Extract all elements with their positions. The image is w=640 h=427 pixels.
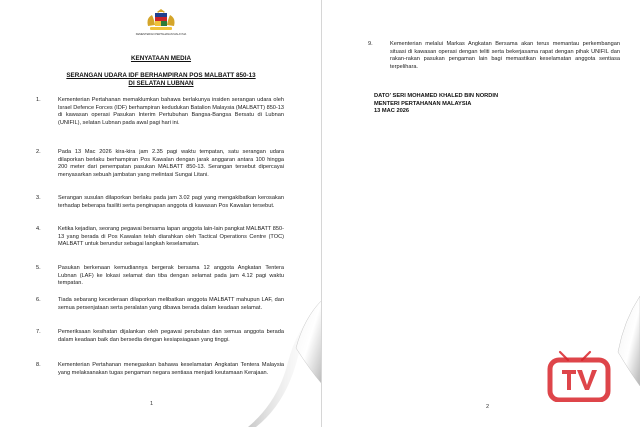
signature-block bbox=[374, 93, 594, 116]
page-number-2: 2 bbox=[486, 404, 490, 410]
paragraph-7: 7. Pemeriksaan kesihatan dijalankan oleh pegawai perubatan dan semua anggota berada dalam keadaan baik dan bersedia dengan kesiapsiagaan yang tinggi. bbox=[36, 329, 284, 343]
document-label: KENYATAAN MEDIA bbox=[130, 55, 192, 62]
coat-of-arms-icon bbox=[144, 8, 178, 32]
paragraph-3: 3. Serangan susulan dilaporkan berlaku pada jam 3.02 pagi yang mengakibatkan kerosakan terhadap beberapa fasiliti serta penginapan anggota di kawasan Pos Kawalan tersebut. bbox=[36, 195, 284, 209]
signature-date: 13 MAC 2026 bbox=[374, 108, 410, 114]
document-title-line1: SERANGAN UDARA IDF BERHAMPIRAN POS MALBATT 850-13 bbox=[66, 72, 256, 79]
document-title-line2: DI SELATAN LUBNAN bbox=[128, 80, 194, 87]
paragraph-2: 2. Pada 13 Mac 2026 kira-kira jam 2.35 pagi waktu tempatan, satu serangan udara dilaporkan berlaku berhampiran Pos Kawalan dengan jarak anggaran antara 100 hingga 200 meter dari penempatan pasukan MALBATT 850-13. Serangan tersebut dipercayai menyasarkan sebuah jambatan yang melintasi Sungai Litani. bbox=[36, 149, 284, 178]
paragraph-9: 9. Kementerian melalui Markas Angkatan Bersama akan terus memantau perkembangan situasi di kawasan operasi dengan teliti serta bekerjasama rapat dengan pihak UNIFIL dan rakan-rakan pasukan pengaman lain bagi memastikan keselamatan anggota sentiasa terpelihara. bbox=[368, 41, 620, 70]
page-number-1: 1 bbox=[150, 401, 154, 407]
paragraph-4: 4. Ketika kejadian, seorang pegawai bersama lapan anggota lain-lain pangkat MALBATT 850-13 yang berada di Pos Kawalan telah diarahkan oleh Tactical Operations Centre (TOC) MALBATT untuk berundur sebagai langkah keselamatan. bbox=[36, 226, 284, 247]
crest-caption: KEMENTERIAN PERTAHANAN MALAYSIA bbox=[135, 33, 187, 36]
paragraph-5: 5. Pasukan berkenaan kemudiannya bergerak bersama 12 anggota Angkatan Tentera Lubnan (LAF) ke lokasi selamat dan tiba dengan selamat pada jam 4.12 pagi waktu tempatan. bbox=[36, 265, 284, 286]
paragraph-6: 6. Tiada sebarang kecederaan dilaporkan melibatkan anggota MALBATT mahupun LAF, dan semua persenjataan serta peralatan yang dibawa berada dalam keadaan selamat. bbox=[36, 297, 284, 311]
tv-logo-watermark bbox=[546, 350, 612, 402]
paragraph-8: 8. Kementerian Pertahanan menegaskan bahawa keselamatan Angkatan Tentera Malaysia yang melaksanakan tugas pengaman negara sentiasa menjadi keutamaan Kerajaan. bbox=[36, 362, 284, 376]
signatory-name: DATO' SERI MOHAMED KHALED BIN NORDIN bbox=[374, 93, 499, 99]
paragraph-1: 1. Kementerian Pertahanan memaklumkan bahawa berlakunya insiden serangan udara oleh Israel Defence Forces (IDF) berhampiran kedudukan Batalion Malaysia (MALBATT) 850-13 di kawasan operasi Pasukan Interim Pertubuhan Bangsa-Bangsa Bersatu di Lubnan (UNIFIL), selatan Lubnan pada awal pagi hari ini. bbox=[36, 97, 284, 126]
signatory-position: MENTERI PERTAHANAN MALAYSIA bbox=[374, 100, 472, 107]
page-curl-left bbox=[226, 300, 322, 427]
